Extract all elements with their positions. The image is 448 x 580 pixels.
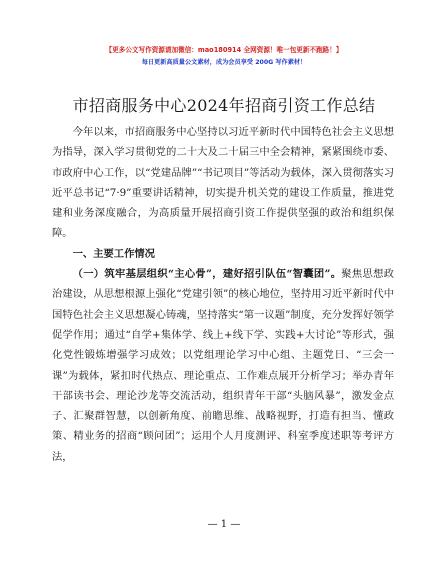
- page-number: — 1 —: [207, 519, 241, 530]
- document-title: 市招商服务中心2024年招商引资工作总结: [72, 96, 376, 115]
- subsection-paragraph: [52, 264, 394, 467]
- section-heading: 一、主要工作情况: [72, 247, 155, 260]
- promo-banner-line-2: 每日更新高质量公文素材，成为会员享受 200G 写作素材！: [141, 59, 307, 66]
- document-body: [52, 122, 394, 467]
- intro-paragraph: 今年以来，市招商服务中心坚持以习近平新时代中国特色社会主义思想为指导，深入学习贯彻党的二十大及二十届三中全会精神，紧紧围绕市委、市政府中心工作，以“党建品牌”“书记项目”等活动为载体，深入贯彻落实习近平总书记“7·9”重要讲话精神，切实提升机关党的建设工作质量，推进党建和业务深度融合，为高质量开展招商引资工作提供坚强的政治和组织保障。: [52, 126, 394, 240]
- subsection-body: 聚焦思想政治建设，从思想根源上强化“党建引领”的核心地位，坚持用习近平新时代中国特色社会主义思想凝心铸魂，坚持落实“第一议题”制度，充分发挥好领学促学作用；通过“自学+集体学、线上+线下学、实践+大讨论”等形式，强化党性锻炼增强学习成效；以党组理论学习中心组、主题党日、“三会一课”为载体，紧扣时代热点、理论重点、工作难点展开分析学习；举办青年干部读书会、理论沙龙等交流活动，组织青年干部“头脑风暴”，激发金点子、汇聚群智慧，以创新角度、前瞻思维、战略视野，打造有担当、懂政策、精业务的招商“顾问团”；运用个人月度测评、科室季度述职等考评方法，: [52, 268, 394, 463]
- promo-banner-line-1: 【更多公文写作资源请加微信：mao180914 全网资源！唯一包更新不跑路！】: [105, 46, 343, 54]
- subsection-heading: （一）筑牢基层组织“主心骨”，建好招引队伍“智囊团”。: [72, 268, 342, 281]
